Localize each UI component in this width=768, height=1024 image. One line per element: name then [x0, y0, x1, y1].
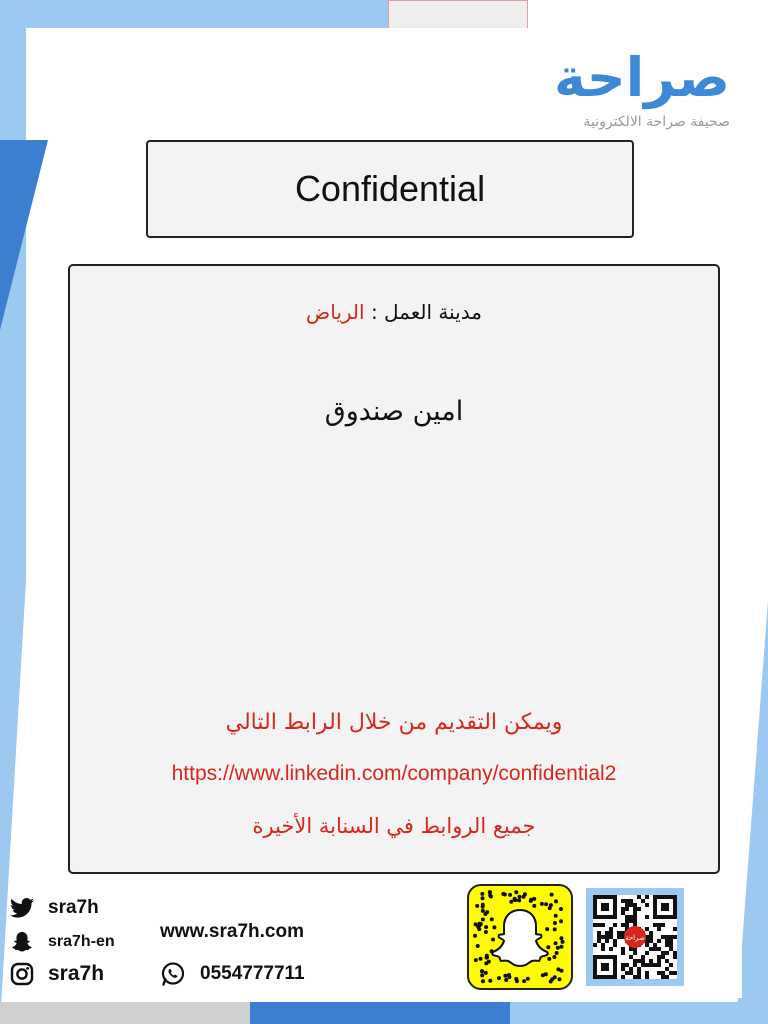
website-label: www.sra7h.com	[160, 921, 304, 942]
twitter-label: sra7h	[48, 897, 99, 918]
apply-text: ويمكن التقديم من خلال الرابط التالي	[225, 710, 563, 735]
snapchat-handle[interactable]	[10, 930, 115, 954]
apply-link[interactable]: https://www.linkedin.com/company/confidential2	[171, 762, 617, 785]
snapchat-icon	[10, 930, 34, 954]
bg-shape-bottom-blue	[250, 1002, 510, 1024]
snapchat-label: sra7h-en	[48, 933, 115, 950]
title-box	[146, 140, 634, 238]
links-note: جميع الروابط في السنابة الأخيرة	[252, 814, 536, 838]
brand-logo	[554, 46, 730, 130]
company-title: Confidential	[294, 168, 486, 209]
website-link[interactable]	[160, 921, 304, 943]
qr-badge: صراحة	[625, 934, 645, 942]
qr-code-image	[586, 888, 684, 986]
phone-contact[interactable]	[160, 961, 305, 987]
instagram-label: sra7h	[48, 962, 105, 985]
work-city	[70, 300, 718, 324]
instagram-handle[interactable]	[10, 962, 104, 986]
logo-tagline: صحيفة صراحة الالكترونية	[583, 114, 730, 130]
job-position: امين صندوق	[324, 396, 464, 427]
snapcode-image	[467, 884, 573, 990]
city-label: مدينة العمل :	[370, 300, 482, 324]
phone-label: 0554777711	[200, 963, 305, 984]
logo-name: صراحة	[554, 46, 730, 109]
job-details-box	[68, 264, 720, 874]
twitter-icon	[10, 896, 34, 920]
bg-shape-bottom-right	[510, 1002, 768, 1024]
whatsapp-icon	[160, 961, 186, 987]
city-value: الرياض	[306, 300, 365, 324]
instagram-icon	[10, 962, 34, 986]
twitter-handle[interactable]	[10, 896, 99, 920]
